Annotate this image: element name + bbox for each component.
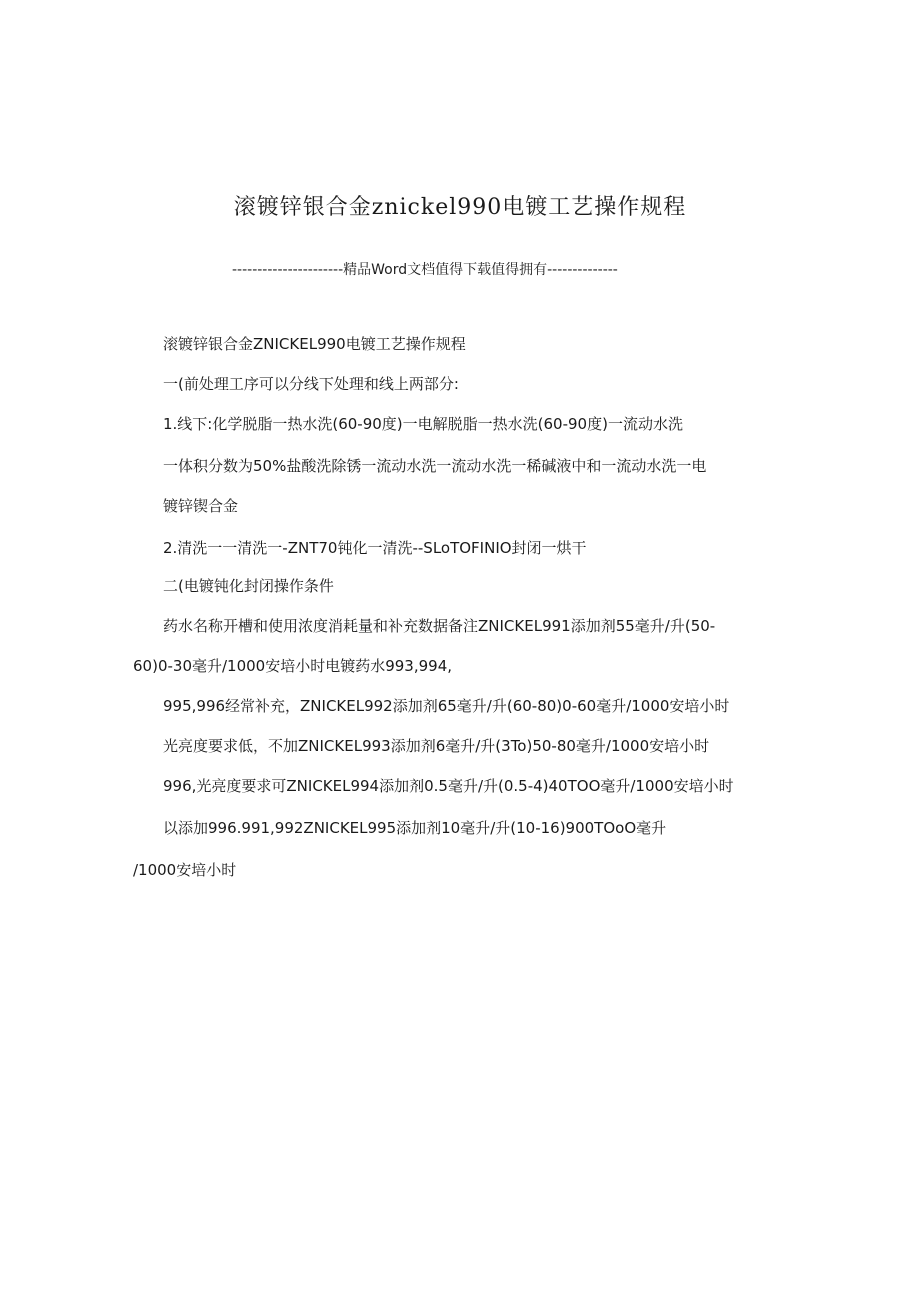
- header-banner: ----------------------精品Word文档值得下载值得拥有--------------: [232, 262, 618, 278]
- body-line: 995,996经常补充，ZNICKEL992添加剂65毫升/升(60-80)0-60毫升/1000安培小时: [163, 697, 730, 715]
- section-heading: 二(电镀钝化封闭操作条件: [163, 577, 334, 595]
- body-line: 光亮度要求低，不加ZNICKEL993添加剂6毫升/升(3To)50-80毫升/1000安培小时: [163, 737, 710, 755]
- body-line: 镀锌锲合金: [163, 497, 239, 515]
- body-line: 1.线下:化学脱脂一热水洗(60-90度)一电解脱脂一热水洗(60-90度)一流动水洗: [163, 415, 683, 433]
- body-line: 996,光亮度要求可ZNICKEL994添加剂0.5毫升/升(0.5-4)40TOO毫升/1000安培小时: [163, 777, 734, 795]
- body-line: 60)0-30毫升/1000安培小时电镀药水993,994,: [133, 657, 453, 675]
- body-line: 滚镀锌银合金ZNICKEL990电镀工艺操作规程: [163, 335, 466, 353]
- body-line: 以添加996.991,992ZNICKEL995添加剂10毫升/升(10-16)900TOoO毫升: [163, 819, 667, 837]
- body-line: 一体积分数为50%盐酸洗除锈一流动水洗一流动水洗一稀碱液中和一流动水洗一电: [163, 457, 707, 475]
- body-line: 2.清洗一一清洗一-ZNT70钝化一清洗--SLoTOFINIO封闭一烘干: [163, 539, 587, 557]
- body-line: /1000安培小时: [133, 861, 237, 879]
- body-line: 药水名称开槽和使用浓度消耗量和补充数据备注ZNICKEL991添加剂55毫升/升(50-: [163, 617, 716, 635]
- body-line: 一(前处理工序可以分线下处理和线上两部分:: [163, 375, 459, 393]
- document-title: 滚镀锌银合金znickel990电镀工艺操作规程: [233, 195, 687, 220]
